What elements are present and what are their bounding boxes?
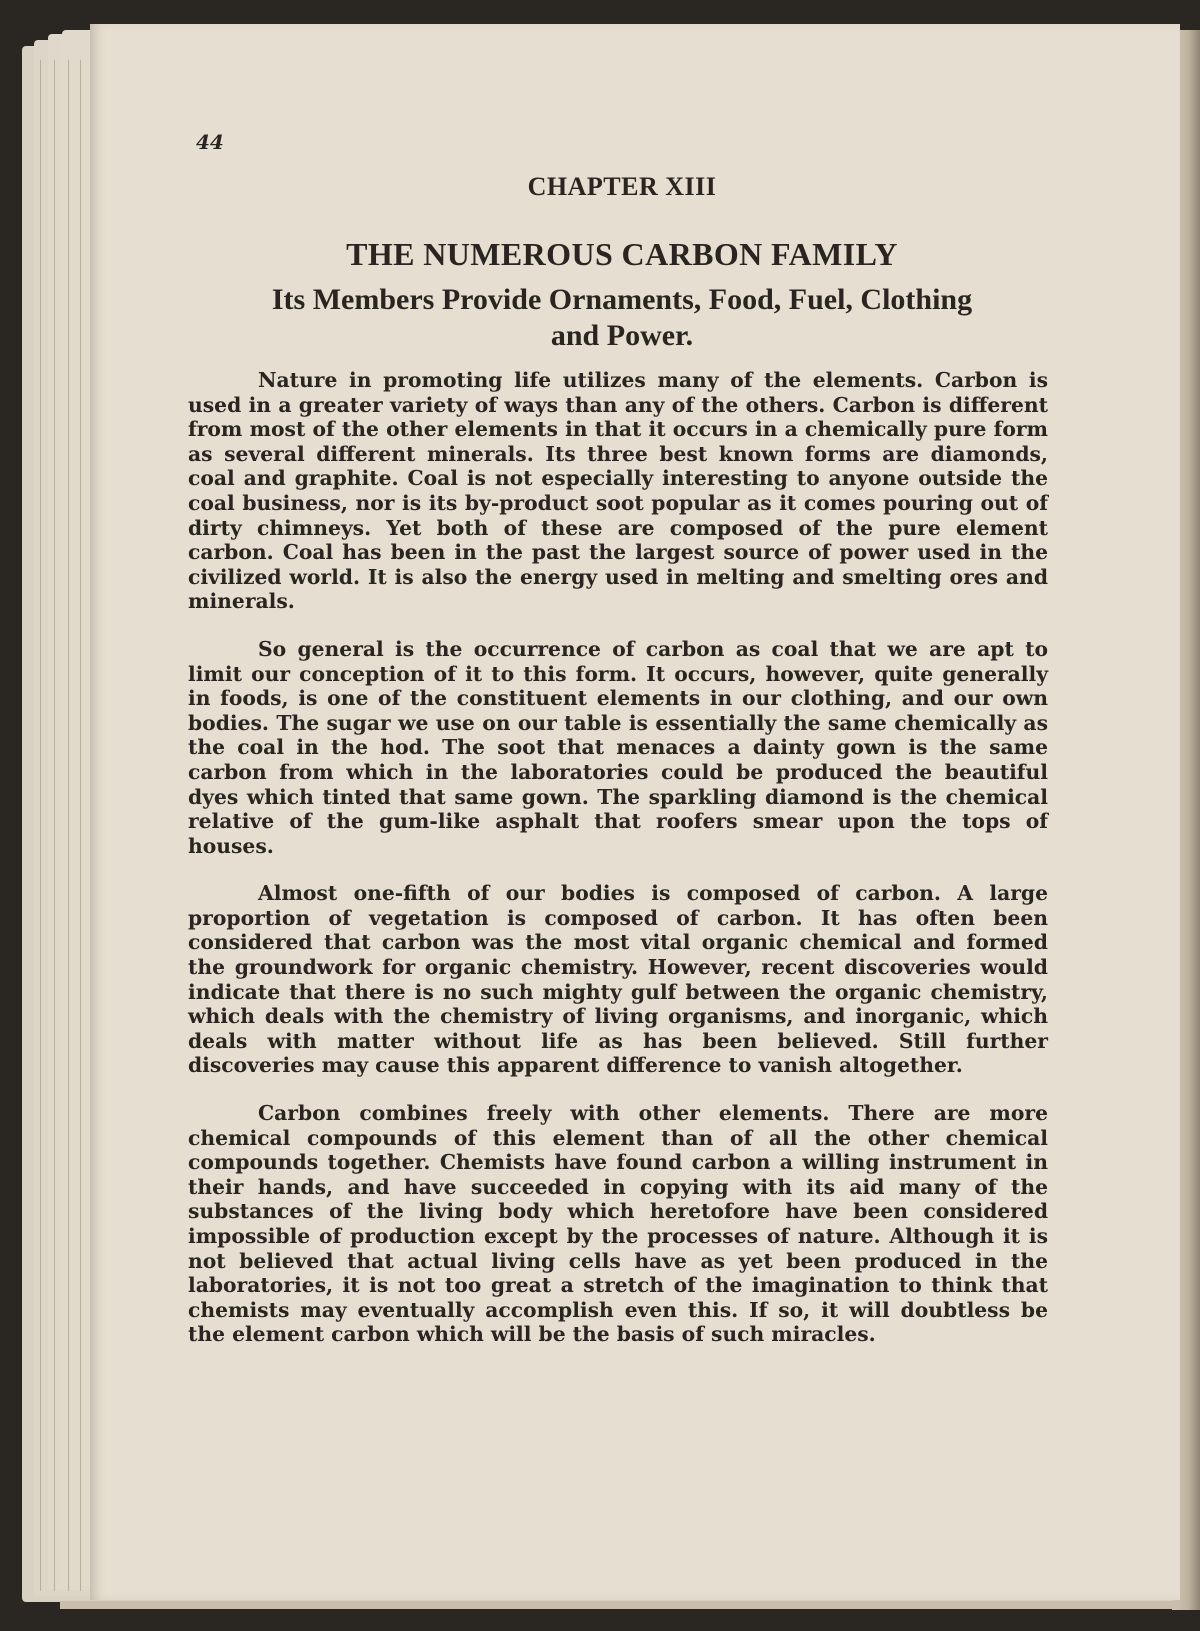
chapter-title: THE NUMEROUS CARBON FAMILY <box>346 236 898 272</box>
paragraph: Nature in promoting life utilizes many of the elements. Carbon is used in a greater variety of ways than any of the others. Carbon is different from most of the other elements in that it occurs in a chemically pure form as several different minerals. Its three best known forms are diamonds, coal and graphite. Coal is not especially interesting to anyone outside the coal business, nor is its by-product soot popular as it comes pouring out of dirty chimneys. Yet both of these are composed of the pure element carbon. Coal has been in the past the largest source of power used in the civilized world. It is also the energy used in melting and smelting ores and minerals. <box>188 368 1048 614</box>
paragraph: So general is the occurrence of carbon as coal that we are apt to limit our conception of it to this form. It occurs, however, quite generally in foods, is one of the constituent elements in our clothing, and our own bodies. The sugar we use on our table is essentially the same chemically as the coal in the hod. The soot that menaces a dainty gown is the same carbon from which in the laboratories could be produced the beautiful dyes which tinted that same gown. The sparkling diamond is the chemical relative of the gum-like asphalt that roofers smear upon the tops of houses. <box>188 636 1048 858</box>
page-edge-line <box>54 60 55 1591</box>
subtitle-line-1: Its Members Provide Ornaments, Food, Fuel, Clothing <box>271 283 973 316</box>
page-edge-line <box>40 60 41 1591</box>
page-bottom-edge <box>60 1601 1180 1609</box>
paragraph: Carbon combines freely with other elements. There are more chemical compounds of this element than of all the other chemical compounds together. Chemists have found carbon a willing instrument in their hands, and have succeeded in copying with its aid many of the substances of the living body which heretofore have been considered impossible of production except by the processes of nature. Although it is not believed that actual living cells have as yet been produced in the laboratories, it is not too great a stretch of the imagination to think that chemists may eventually accomplish even this. If so, it will doubtless be the element carbon which will be the basis of such miracles. <box>188 1101 1048 1347</box>
chapter-subtitle <box>196 282 1048 354</box>
body-text <box>188 368 1048 1370</box>
page-number: 44 <box>196 130 224 154</box>
subtitle-line-2: and Power. <box>550 319 694 352</box>
chapter-label: CHAPTER XIII <box>527 172 717 201</box>
paragraph: Almost one-fifth of our bodies is composed of carbon. A large proportion of vegetation is composed of carbon. It has often been considered that carbon was the most vital organic chemical and formed the groundwork for organic chemistry. However, recent discoveries would indicate that there is no such mighty gulf between the organic chemistry, which deals with the chemistry of living organisms, and inorganic, which deals with matter without life as has been believed. Still further discoveries may cause this apparent difference to vanish altogether. <box>188 881 1048 1078</box>
page-edge-line <box>68 60 69 1591</box>
page-edge-line <box>80 60 81 1591</box>
